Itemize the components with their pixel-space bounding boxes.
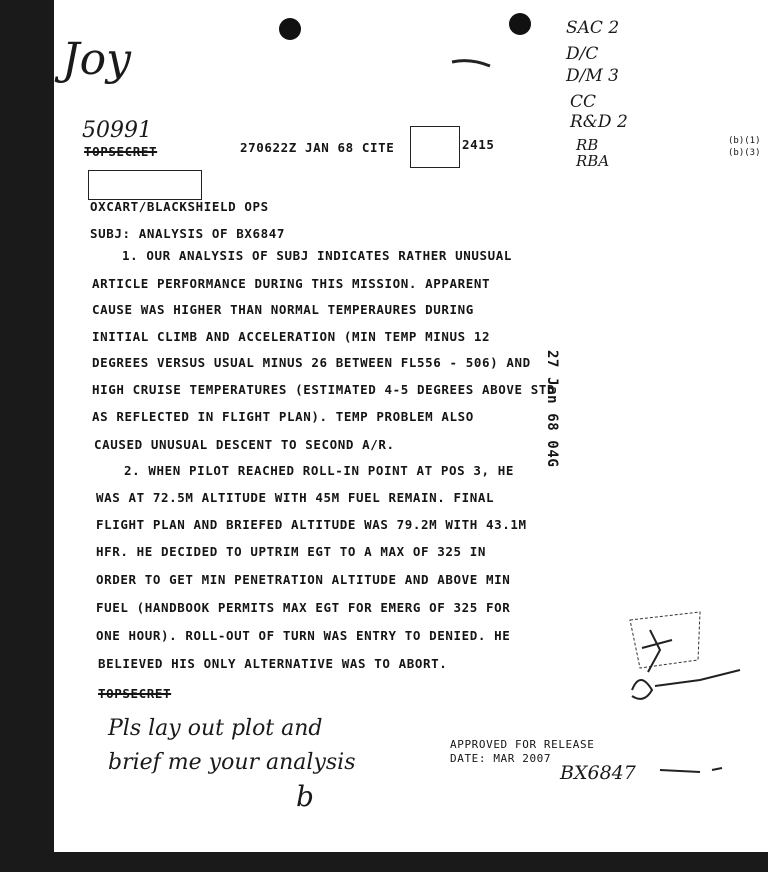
pen-dash	[660, 770, 700, 772]
pen-dash	[452, 61, 490, 66]
subject-line: SUBJ: ANALYSIS OF BX6847	[90, 226, 286, 241]
body-line: 1. OUR ANALYSIS OF SUBJ INDICATES RATHER UNUSUAL	[122, 248, 513, 263]
handwritten-serial: BX6847	[560, 762, 636, 784]
routing-item: RBA	[576, 152, 610, 170]
body-line: 2. WHEN PILOT REACHED ROLL-IN POINT AT POS 3, HE	[124, 463, 515, 478]
body-line: FUEL (HANDBOOK PERMITS MAX EGT FOR EMERG OF 325 FOR	[96, 600, 511, 615]
handwritten-note-line: brief me your analysis	[108, 750, 356, 775]
cite-number: 2415	[462, 137, 495, 152]
pen-dash	[712, 768, 722, 770]
handwritten-mark: b	[296, 780, 314, 813]
handwritten-initials: Joy	[62, 34, 131, 85]
body-line: ARTICLE PERFORMANCE DURING THIS MISSION. APPARENT	[92, 276, 491, 291]
routing-item: SAC 2	[566, 18, 620, 38]
body-line: HFR. HE DECIDED TO UPTRIM EGT TO A MAX OF 325 IN	[96, 544, 487, 559]
release-line: DATE: MAR 2007	[450, 752, 552, 765]
body-line: WAS AT 72.5M ALTITUDE WITH 45M FUEL REMAIN. FINAL	[96, 490, 495, 505]
scribble-signature	[632, 670, 740, 699]
body-line: FLIGHT PLAN AND BRIEFED ALTITUDE WAS 79.2M WITH 43.1M	[96, 517, 527, 532]
addressee: OXCART/BLACKSHIELD OPS	[90, 199, 269, 214]
exemption-code: (b)(3)	[728, 148, 761, 158]
routing-item: RB	[576, 136, 599, 154]
classification-top: TOPSECRET	[84, 144, 158, 159]
body-line: AS REFLECTED IN FLIGHT PLAN). TEMP PROBLEM ALSO	[92, 409, 474, 424]
routing-item: D/C	[566, 44, 599, 64]
faint-stamp	[630, 612, 700, 668]
dtg-cite: 270622Z JAN 68 CITE	[240, 140, 395, 155]
body-line: BELIEVED HIS ONLY ALTERNATIVE WAS TO ABORT.	[98, 656, 448, 671]
routing-item: R&D 2	[570, 112, 628, 132]
body-line: ONE HOUR). ROLL-OUT OF TURN WAS ENTRY TO DENIED. HE	[96, 628, 511, 643]
handwritten-note-line: Pls lay out plot and	[108, 716, 323, 741]
release-line: APPROVED FOR RELEASE	[450, 738, 595, 751]
body-line: DEGREES VERSUS USUAL MINUS 26 BETWEEN FL556 - 506) AND	[92, 355, 531, 370]
body-line: CAUSE WAS HIGHER THAN NORMAL TEMPERAURES DURING	[92, 302, 474, 317]
routing-item: CC	[570, 92, 597, 112]
routing-item: D/M 3	[566, 66, 619, 86]
body-line: INITIAL CLIMB AND ACCELERATION (MIN TEMP MINUS 12	[92, 329, 491, 344]
scribble-mark	[642, 630, 672, 672]
classification-bottom: TOPSECRET	[98, 686, 172, 701]
handwritten-number: 50991	[82, 118, 152, 143]
body-line: CAUSED UNUSUAL DESCENT TO SECOND A/R.	[94, 437, 395, 452]
body-line: ORDER TO GET MIN PENETRATION ALTITUDE AND ABOVE MIN	[96, 572, 511, 587]
exemption-code: (b)(1)	[728, 136, 761, 146]
body-line: HIGH CRUISE TEMPERATURES (ESTIMATED 4-5 DEGREES ABOVE STD	[92, 382, 556, 397]
received-stamp: 27 Jan 68 04G	[544, 350, 560, 468]
